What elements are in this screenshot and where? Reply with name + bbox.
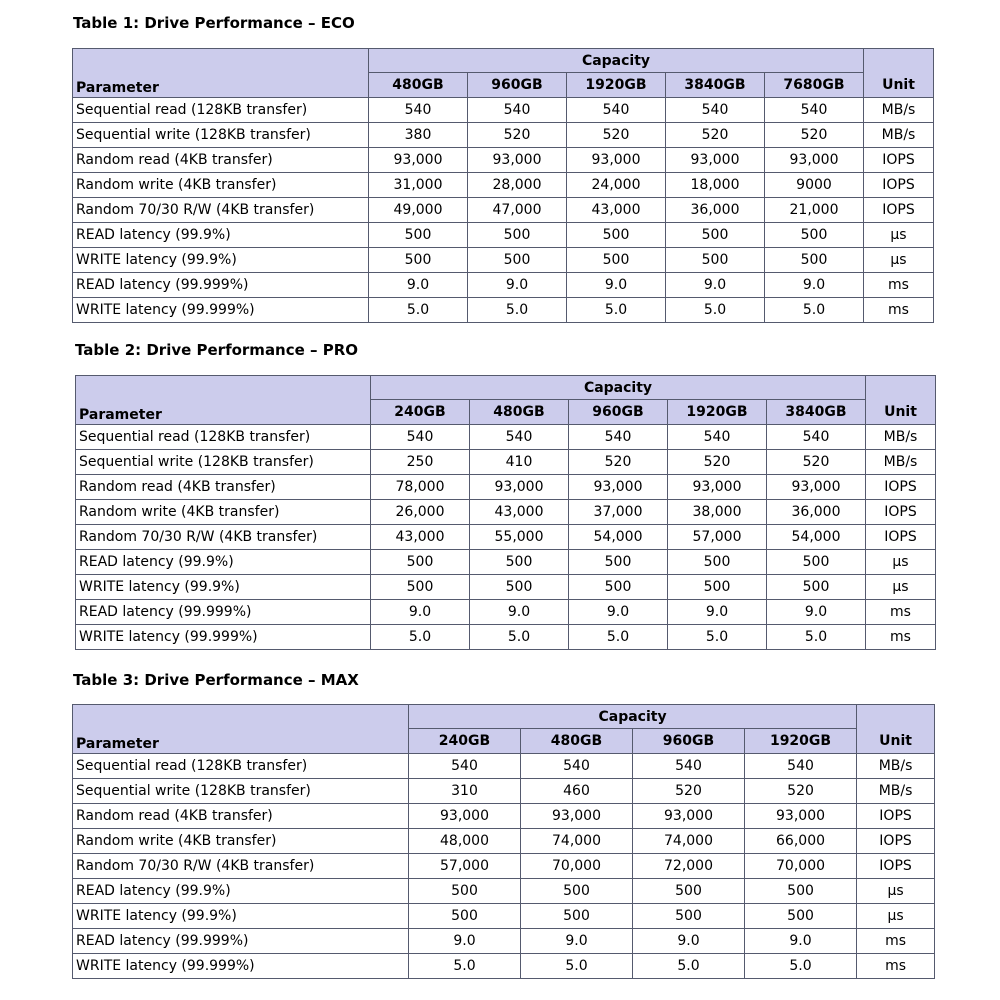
parameter-cell: Sequential write (128KB transfer) [76,450,371,475]
capacity-column-header: 960GB [633,729,745,754]
value-cell: 500 [767,550,866,575]
value-cell: 310 [409,779,521,804]
parameter-cell: Random write (4KB transfer) [76,500,371,525]
value-cell: 9.0 [521,929,633,954]
capacity-column-header: 1920GB [567,73,666,98]
parameter-cell: Sequential read (128KB transfer) [76,425,371,450]
table-row [76,625,936,650]
value-cell: 5.0 [767,625,866,650]
capacity-group-header: Capacity [409,705,857,729]
table-3-title: Table 3: Drive Performance – MAX [73,671,359,689]
value-cell: 9.0 [569,600,668,625]
unit-cell: MB/s [857,754,935,779]
parameter-cell: READ latency (99.9%) [73,223,369,248]
table-row [76,575,936,600]
unit-cell: MB/s [866,450,936,475]
value-cell: 93,000 [470,475,569,500]
value-cell: 93,000 [409,804,521,829]
value-cell: 21,000 [765,198,864,223]
value-cell: 93,000 [765,148,864,173]
value-cell: 520 [666,123,765,148]
capacity-group-header: Capacity [369,49,864,73]
value-cell: 500 [369,223,468,248]
unit-cell: μs [864,248,934,273]
table-row [73,929,935,954]
table-2-pro [75,375,936,650]
unit-cell: IOPS [857,854,935,879]
value-cell: 540 [765,98,864,123]
value-cell: 70,000 [521,854,633,879]
capacity-column-header: 480GB [470,400,569,425]
table-row [76,525,936,550]
value-cell: 49,000 [369,198,468,223]
value-cell: 5.0 [371,625,470,650]
value-cell: 520 [569,450,668,475]
parameter-cell: READ latency (99.9%) [76,550,371,575]
parameter-cell: Sequential read (128KB transfer) [73,754,409,779]
table-row [73,98,934,123]
parameter-cell: Random read (4KB transfer) [76,475,371,500]
value-cell: 47,000 [468,198,567,223]
parameter-cell: WRITE latency (99.9%) [73,248,369,273]
header-blank-cell [857,705,935,729]
value-cell: 9.0 [666,273,765,298]
table-3-max [72,704,935,979]
parameter-cell: Random 70/30 R/W (4KB transfer) [73,854,409,879]
unit-cell: IOPS [866,525,936,550]
parameter-cell: WRITE latency (99.999%) [73,954,409,979]
value-cell: 9.0 [767,600,866,625]
parameter-cell: WRITE latency (99.9%) [76,575,371,600]
value-cell: 500 [409,879,521,904]
value-cell: 93,000 [668,475,767,500]
value-cell: 520 [765,123,864,148]
value-cell: 500 [369,248,468,273]
value-cell: 5.0 [745,954,857,979]
value-cell: 9.0 [633,929,745,954]
capacity-column-header: 480GB [369,73,468,98]
header-row-group [73,49,934,73]
unit-cell: ms [857,954,935,979]
capacity-column-header: 480GB [521,729,633,754]
value-cell: 9.0 [470,600,569,625]
unit-cell: μs [866,575,936,600]
value-cell: 9.0 [371,600,470,625]
table-row [76,600,936,625]
unit-cell: ms [857,929,935,954]
capacity-group-header: Capacity [371,376,866,400]
header-blank-cell [73,49,369,73]
value-cell: 9000 [765,173,864,198]
header-row-group [76,376,936,400]
value-cell: 5.0 [409,954,521,979]
value-cell: 500 [409,904,521,929]
parameter-cell: READ latency (99.999%) [73,929,409,954]
capacity-column-header: 3840GB [767,400,866,425]
value-cell: 66,000 [745,829,857,854]
table-row [76,475,936,500]
capacity-column-header: 1920GB [745,729,857,754]
value-cell: 5.0 [633,954,745,979]
parameter-column-header: Parameter [76,400,371,425]
parameter-cell: Random 70/30 R/W (4KB transfer) [73,198,369,223]
unit-cell: ms [864,298,934,323]
table-row [73,273,934,298]
header-blank-cell [866,376,936,400]
parameter-cell: Sequential write (128KB transfer) [73,779,409,804]
value-cell: 500 [633,904,745,929]
header-row-columns [73,73,934,98]
value-cell: 500 [666,223,765,248]
value-cell: 36,000 [767,500,866,525]
value-cell: 250 [371,450,470,475]
value-cell: 54,000 [569,525,668,550]
value-cell: 74,000 [633,829,745,854]
value-cell: 540 [767,425,866,450]
unit-cell: μs [866,550,936,575]
unit-column-header: Unit [864,73,934,98]
value-cell: 520 [468,123,567,148]
value-cell: 28,000 [468,173,567,198]
value-cell: 540 [567,98,666,123]
value-cell: 5.0 [569,625,668,650]
table-row [73,904,935,929]
unit-cell: IOPS [857,829,935,854]
value-cell: 540 [668,425,767,450]
value-cell: 520 [567,123,666,148]
capacity-column-header: 240GB [409,729,521,754]
value-cell: 500 [567,248,666,273]
parameter-cell: Sequential write (128KB transfer) [73,123,369,148]
parameter-cell: Random read (4KB transfer) [73,148,369,173]
unit-column-header: Unit [866,400,936,425]
value-cell: 500 [668,550,767,575]
unit-cell: MB/s [864,123,934,148]
parameter-cell: READ latency (99.9%) [73,879,409,904]
capacity-column-header: 1920GB [668,400,767,425]
table-row [73,854,935,879]
value-cell: 93,000 [567,148,666,173]
value-cell: 500 [745,904,857,929]
parameter-cell: Sequential read (128KB transfer) [73,98,369,123]
capacity-column-header: 960GB [569,400,668,425]
value-cell: 520 [633,779,745,804]
value-cell: 9.0 [409,929,521,954]
value-cell: 500 [567,223,666,248]
table-row [73,198,934,223]
parameter-cell: WRITE latency (99.999%) [73,298,369,323]
value-cell: 500 [521,879,633,904]
value-cell: 500 [470,575,569,600]
value-cell: 500 [371,550,470,575]
unit-cell: IOPS [857,804,935,829]
value-cell: 520 [668,450,767,475]
value-cell: 37,000 [569,500,668,525]
value-cell: 57,000 [668,525,767,550]
table-row [76,500,936,525]
value-cell: 93,000 [521,804,633,829]
capacity-column-header: 7680GB [765,73,864,98]
value-cell: 500 [666,248,765,273]
value-cell: 5.0 [668,625,767,650]
header-row-columns [73,729,935,754]
value-cell: 5.0 [470,625,569,650]
value-cell: 500 [633,879,745,904]
parameter-cell: WRITE latency (99.9%) [73,904,409,929]
table-row [73,754,935,779]
value-cell: 93,000 [369,148,468,173]
unit-cell: IOPS [864,148,934,173]
value-cell: 57,000 [409,854,521,879]
table-1-eco [72,48,934,323]
unit-cell: μs [864,223,934,248]
value-cell: 26,000 [371,500,470,525]
value-cell: 43,000 [567,198,666,223]
value-cell: 500 [371,575,470,600]
value-cell: 93,000 [569,475,668,500]
header-blank-cell [73,705,409,729]
value-cell: 5.0 [521,954,633,979]
table-2-title: Table 2: Drive Performance – PRO [75,341,359,359]
value-cell: 540 [470,425,569,450]
table-row [73,804,935,829]
unit-cell: IOPS [866,475,936,500]
value-cell: 31,000 [369,173,468,198]
value-cell: 500 [468,248,567,273]
header-blank-cell [76,376,371,400]
unit-cell: μs [857,904,935,929]
value-cell: 540 [745,754,857,779]
value-cell: 5.0 [468,298,567,323]
header-blank-cell [864,49,934,73]
value-cell: 540 [371,425,470,450]
value-cell: 5.0 [567,298,666,323]
value-cell: 460 [521,779,633,804]
table-row [73,298,934,323]
table-row [76,550,936,575]
value-cell: 500 [767,575,866,600]
value-cell: 72,000 [633,854,745,879]
value-cell: 93,000 [468,148,567,173]
unit-cell: MB/s [866,425,936,450]
unit-cell: IOPS [866,500,936,525]
value-cell: 540 [409,754,521,779]
value-cell: 9.0 [369,273,468,298]
table-row [76,450,936,475]
parameter-cell: Random read (4KB transfer) [73,804,409,829]
value-cell: 500 [468,223,567,248]
value-cell: 520 [767,450,866,475]
table-row [73,223,934,248]
value-cell: 500 [569,550,668,575]
capacity-column-header: 3840GB [666,73,765,98]
value-cell: 18,000 [666,173,765,198]
value-cell: 9.0 [567,273,666,298]
value-cell: 36,000 [666,198,765,223]
value-cell: 9.0 [468,273,567,298]
unit-cell: ms [864,273,934,298]
table-row [73,173,934,198]
table-row [73,779,935,804]
unit-cell: MB/s [857,779,935,804]
parameter-column-header: Parameter [73,73,369,98]
parameter-cell: READ latency (99.999%) [73,273,369,298]
value-cell: 540 [468,98,567,123]
value-cell: 74,000 [521,829,633,854]
value-cell: 48,000 [409,829,521,854]
value-cell: 93,000 [633,804,745,829]
value-cell: 540 [633,754,745,779]
value-cell: 410 [470,450,569,475]
value-cell: 5.0 [765,298,864,323]
table-row [76,425,936,450]
value-cell: 70,000 [745,854,857,879]
value-cell: 540 [569,425,668,450]
value-cell: 93,000 [767,475,866,500]
value-cell: 54,000 [767,525,866,550]
header-row-group [73,705,935,729]
unit-cell: ms [866,625,936,650]
value-cell: 9.0 [745,929,857,954]
unit-cell: IOPS [864,198,934,223]
unit-cell: MB/s [864,98,934,123]
unit-cell: ms [866,600,936,625]
value-cell: 500 [765,248,864,273]
value-cell: 500 [745,879,857,904]
value-cell: 540 [369,98,468,123]
value-cell: 55,000 [470,525,569,550]
parameter-cell: WRITE latency (99.999%) [76,625,371,650]
unit-column-header: Unit [857,729,935,754]
table-row [73,954,935,979]
value-cell: 540 [666,98,765,123]
capacity-column-header: 240GB [371,400,470,425]
value-cell: 500 [668,575,767,600]
value-cell: 5.0 [369,298,468,323]
capacity-column-header: 960GB [468,73,567,98]
value-cell: 500 [765,223,864,248]
value-cell: 500 [569,575,668,600]
value-cell: 5.0 [666,298,765,323]
value-cell: 9.0 [668,600,767,625]
value-cell: 520 [745,779,857,804]
parameter-cell: Random 70/30 R/W (4KB transfer) [76,525,371,550]
unit-cell: μs [857,879,935,904]
value-cell: 24,000 [567,173,666,198]
value-cell: 93,000 [745,804,857,829]
parameter-column-header: Parameter [73,729,409,754]
table-row [73,879,935,904]
value-cell: 38,000 [668,500,767,525]
table-row [73,248,934,273]
header-row-columns [76,400,936,425]
parameter-cell: Random write (4KB transfer) [73,173,369,198]
value-cell: 380 [369,123,468,148]
value-cell: 500 [470,550,569,575]
value-cell: 93,000 [666,148,765,173]
table-row [73,148,934,173]
table-row [73,829,935,854]
parameter-cell: Random write (4KB transfer) [73,829,409,854]
value-cell: 9.0 [765,273,864,298]
unit-cell: IOPS [864,173,934,198]
value-cell: 540 [521,754,633,779]
parameter-cell: READ latency (99.999%) [76,600,371,625]
table-row [73,123,934,148]
value-cell: 500 [521,904,633,929]
table-1-title: Table 1: Drive Performance – ECO [73,14,355,32]
value-cell: 43,000 [371,525,470,550]
value-cell: 43,000 [470,500,569,525]
value-cell: 78,000 [371,475,470,500]
